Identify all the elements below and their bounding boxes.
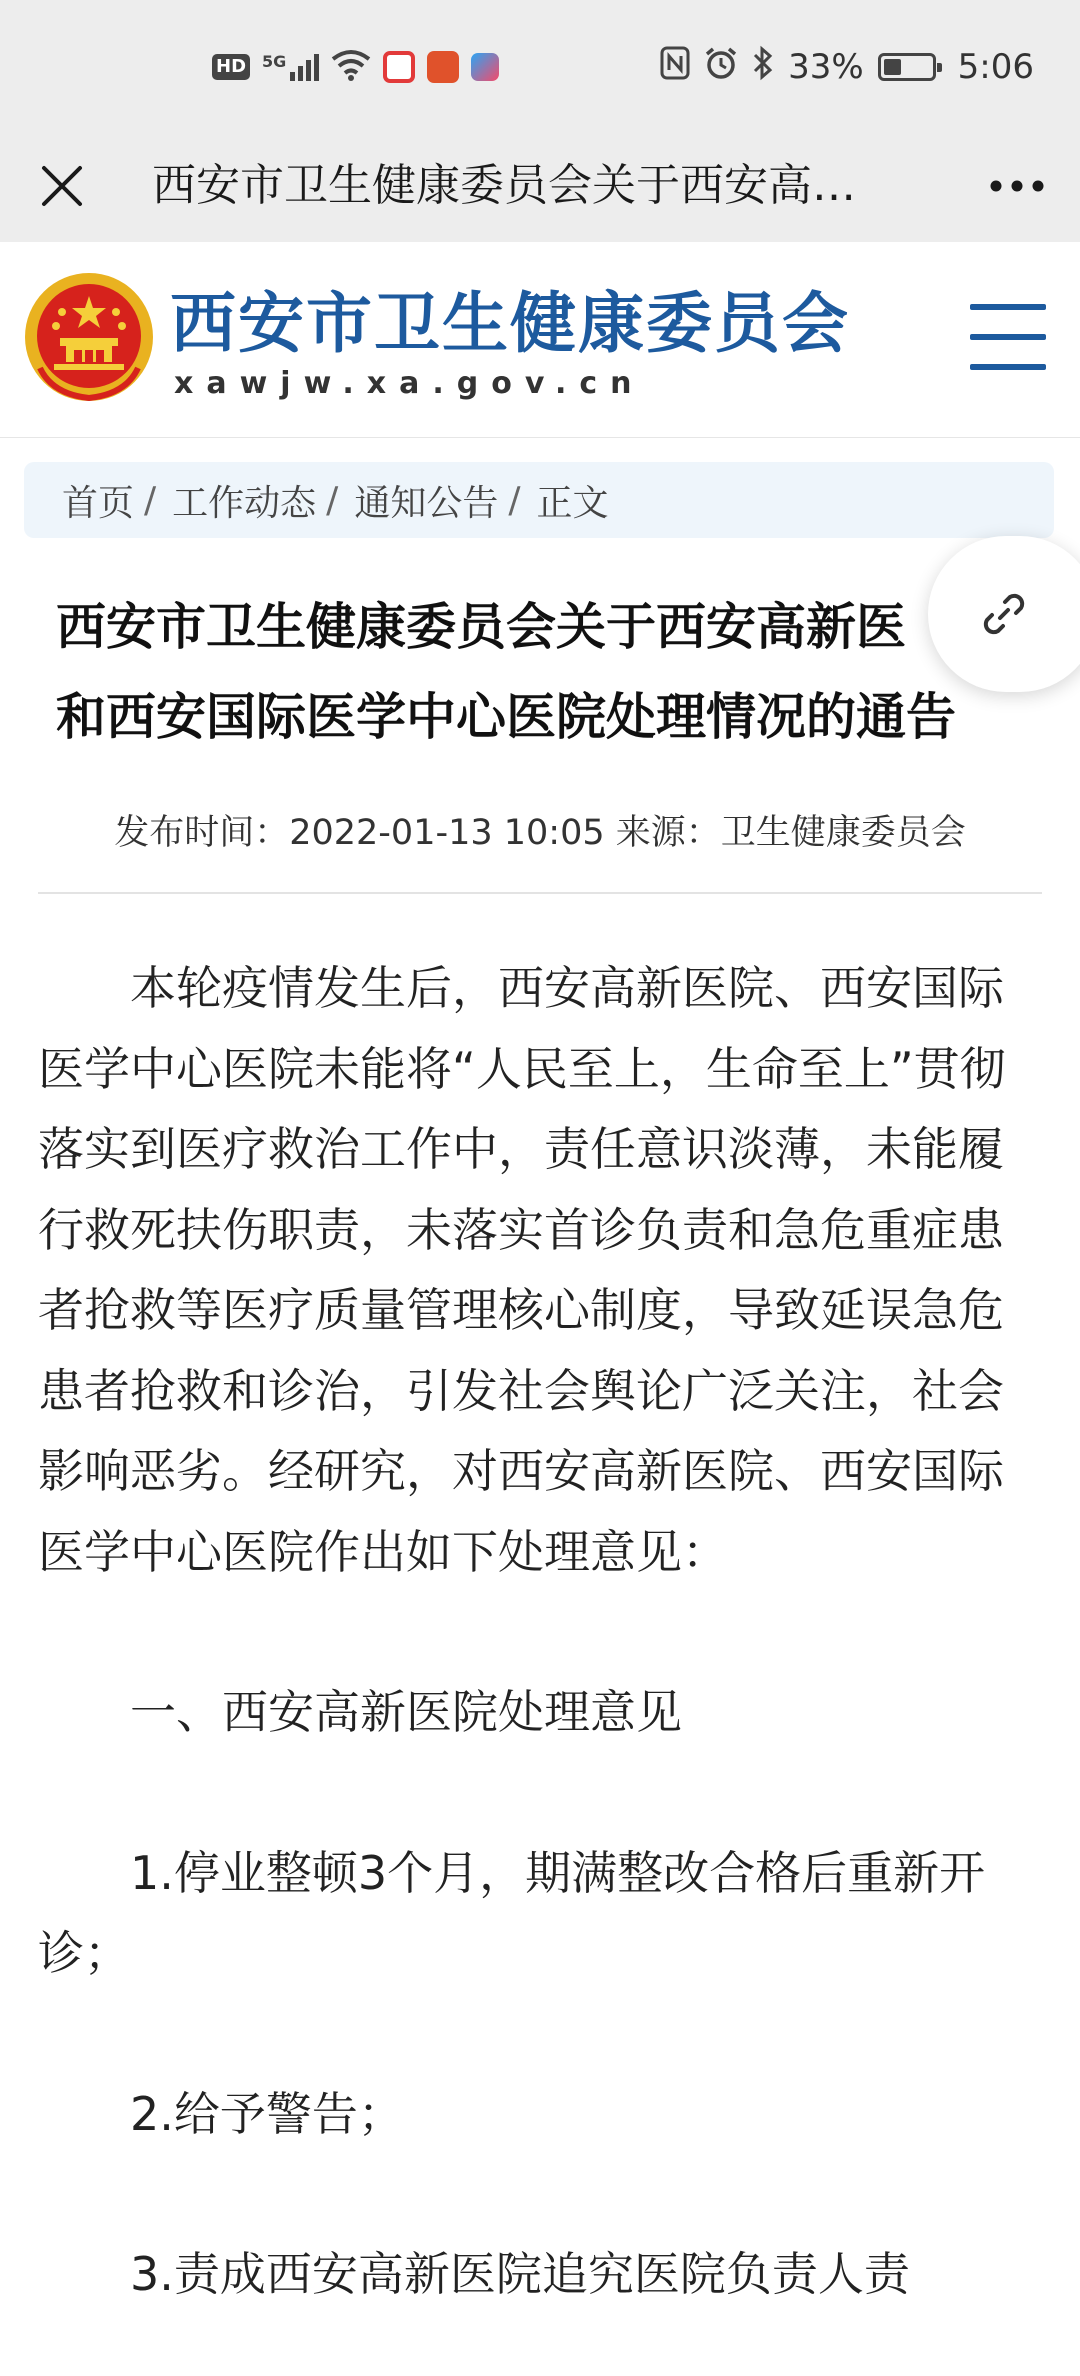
alarm-icon [704,46,738,89]
site-name: 西安市卫生健康委员会 [170,285,850,362]
link-icon [978,588,1030,640]
close-button[interactable] [32,156,92,216]
hd-badge: HD [212,54,250,80]
status-left-icons [212,46,499,88]
national-emblem-icon [22,270,156,404]
wifi-icon [331,49,371,85]
copy-link-button[interactable] [928,536,1080,692]
site-header [0,242,1080,438]
breadcrumb-notices[interactable]: 通知公告 [354,482,499,524]
breadcrumb-current: 正文 [536,482,609,524]
close-icon [40,164,84,208]
battery-icon [878,53,936,81]
article-body [38,948,1048,2315]
more-icon [989,179,1045,193]
clock: 5:06 [957,47,1034,87]
notification-app-icon [383,51,415,83]
page-title: 西安市卫生健康委员会关于西安高… [152,160,856,211]
article-paragraph: 2.给予警告； [130,2086,404,2141]
menu-button[interactable] [970,304,1046,370]
status-bar [0,0,1080,130]
article-title-line1: 西安市卫生健康委员会关于西安高新医 [56,598,906,656]
breadcrumb-work-news[interactable]: 工作动态 [172,482,317,524]
browser-title-bar [0,130,1080,242]
article-meta: 发布时间：2022-01-13 10:05 来源：卫生健康委员会 [114,813,966,853]
nfc-icon [660,46,690,89]
video-app-icon [471,53,499,81]
breadcrumb: 首页 / 工作动态 / 通知公告 / 正文 [24,462,1054,538]
article-paragraph: 3.责成西安高新医院追究医院负责人责 [130,2247,910,2301]
status-right-icons [660,44,1034,90]
article-title-line2: 和西安国际医学中心医院处理情况的通告 [56,688,956,746]
breadcrumb-home[interactable]: 首页 [62,482,135,524]
bluetooth-icon [752,45,774,90]
site-domain: xawjw.xa.gov.cn [174,366,645,401]
battery-percent: 33% [788,47,864,87]
taobao-app-icon [427,51,459,83]
article-paragraph: 本轮疫情发生后，西安高新医院、西安国际医学中心医院未能将“人民至上，生命至上”贯彻落实到医疗救治工作中，责任意识淡薄，未能履行救死扶伤职责，未落实首诊负责和急危重症患者抢救等医疗质量管理核心制度，导致延误急危患者抢救和诊治，引发社会舆论广泛关注，社会影响恶劣。经研究，对西安高新医院、西安国际医学中心医院作出如下处理意见： [38,961,1006,1579]
article-title [56,582,1036,762]
network-type: 5G [262,52,287,71]
signal-icon [262,52,319,82]
meta-divider [38,892,1042,894]
menu-icon [970,304,1046,310]
article-paragraph: 1.停业整顿3个月，期满整改合格后重新开诊； [38,1845,986,1980]
more-button[interactable] [982,156,1052,216]
article-section-heading: 一、西安高新医院处理意见 [130,1685,682,1739]
